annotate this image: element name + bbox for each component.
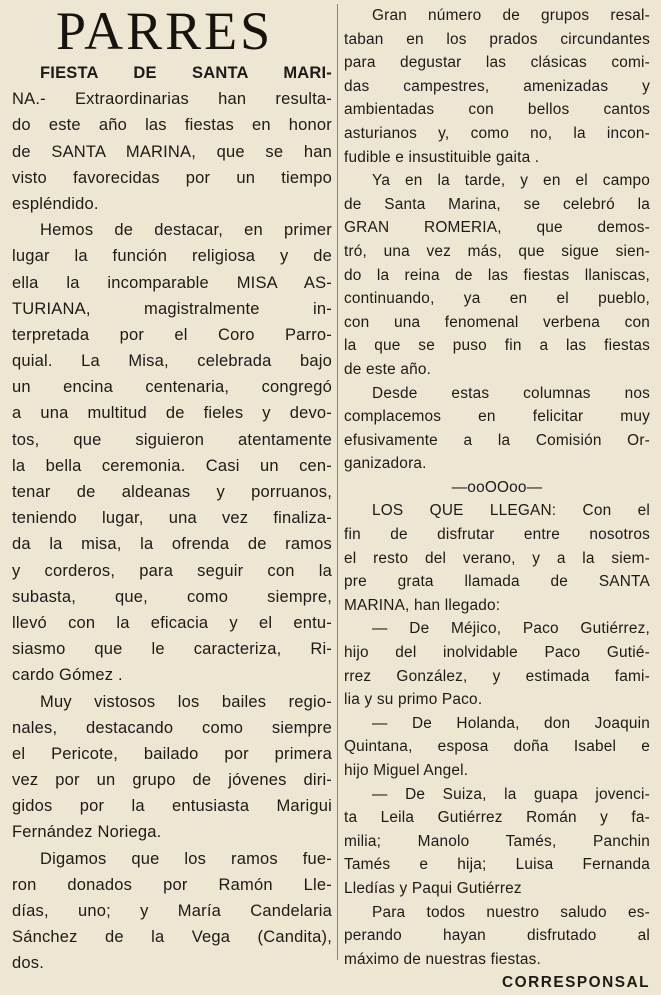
text-line: subasta, que, como siempre,: [12, 587, 332, 606]
text-line: Gran número de grupos resal-: [372, 7, 650, 24]
text-line: FIESTA DE SANTA MARI-: [40, 64, 332, 82]
text-line: un encina centenaria, congregó: [12, 378, 332, 397]
text-line: NA.- Extraordinarias han resulta-: [12, 90, 332, 109]
text-line: tró, una vez más, que sigue sien-: [344, 242, 650, 260]
text-line: continuando, ya en el pueblo,: [344, 290, 650, 308]
text-line: cardo Gómez .: [12, 666, 123, 685]
text-line: milia; Manolo Tamés, Panchin: [344, 832, 650, 850]
right-column: [344, 0, 650, 995]
text-line: de este año.: [344, 360, 432, 378]
text-line: Hemos de destacar, en primer: [40, 221, 332, 240]
text-line: de Santa Marina, se celebró la: [344, 195, 650, 213]
text-line: TURIANA, magistralmente in-: [12, 299, 332, 318]
text-line: quial. La Misa, celebrada bajo: [12, 352, 332, 371]
text-line: hijo del inolvidable Paco Gutié-: [344, 644, 650, 662]
text-line: Digamos que los ramos fue-: [40, 849, 332, 868]
right-column-text: [344, 0, 650, 995]
text-line: pre grata llamada de SANTA: [344, 573, 650, 591]
text-line: gidos por la entusiasta Marigui: [12, 797, 332, 816]
headline: PARRES: [56, 1, 274, 61]
text-line: visto favorecidas por un tiempo: [12, 168, 332, 187]
column-divider: [337, 4, 338, 960]
text-line: ambientadas con bellos cantos: [344, 101, 650, 119]
text-line: de SANTA MARINA, que se han: [12, 142, 332, 161]
text-line: la bella ceremonia. Casi un cen-: [12, 456, 332, 475]
text-line: para degustar las clásicas comi-: [344, 54, 650, 72]
text-line: fin de disfrutar entre nosotros: [344, 526, 650, 544]
text-line: Lledías y Paqui Gutiérrez: [344, 879, 522, 897]
text-line: terpretada por el Coro Parro-: [12, 325, 332, 344]
text-line: el Pericote, bailado por primera: [12, 744, 332, 763]
text-line: dos.: [12, 954, 44, 973]
text-line: días, uno; y María Candelaria: [12, 902, 332, 920]
text-line: siasmo que le caracteriza, Ri-: [12, 640, 332, 659]
text-line: máximo de nuestras fiestas.: [344, 950, 542, 968]
text-line: —ooOOoo—: [451, 478, 543, 496]
text-line: Ya en la tarde, y en el campo: [372, 172, 650, 190]
text-line: da la misa, la ofrenda de ramos: [12, 535, 332, 554]
text-line: nales, destacando como siempre: [12, 718, 332, 737]
text-line: Desde estas columnas nos: [372, 384, 650, 402]
text-line: y corderos, para seguir con la: [12, 561, 332, 580]
text-line: tenar de aldeanas y porruanos,: [12, 483, 332, 501]
text-line: perando hayan disfrutado al: [344, 927, 650, 945]
left-column-text: [12, 60, 332, 977]
text-line: ella la incomparable MISA AS-: [12, 273, 332, 292]
text-line: Quintana, esposa doña Isabel e: [344, 738, 650, 756]
text-line: hijo Miguel Angel.: [344, 762, 469, 779]
text-line: lugar la función religiosa y de: [12, 247, 332, 266]
text-line: LOS QUE LLEGAN: Con el: [372, 502, 650, 520]
text-line: Para todos nuestro saludo es-: [372, 903, 650, 921]
text-line: — De Suiza, la guapa jovenci-: [372, 785, 650, 803]
text-line: lia y su primo Paco.: [344, 691, 483, 709]
text-line: CORRESPONSAL: [502, 974, 650, 992]
text-line: do la reina de las fiestas llaniscas,: [344, 266, 650, 284]
text-line: taban en los prados circundantes: [344, 30, 650, 48]
text-line: Fernández Noriega.: [12, 823, 162, 842]
text-line: GRAN ROMERIA, que demos-: [344, 219, 650, 237]
text-line: ganizadora.: [344, 455, 427, 473]
text-line: — De Méjico, Paco Gutiérrez,: [372, 620, 650, 638]
text-line: das campestres, amenizadas y: [344, 77, 650, 95]
text-line: ron donados por Ramón Lle-: [12, 875, 332, 894]
text-line: el resto del verano, y a la siem-: [344, 549, 650, 567]
text-line: Muy vistosos los bailes regio-: [40, 692, 332, 711]
text-line: do este año las fiestas en honor: [12, 116, 332, 135]
text-line: con una fenomenal verbena con: [344, 313, 650, 331]
text-line: asturianos y, como no, la incon-: [344, 124, 650, 142]
text-line: Tamés e hija; Luisa Fernanda: [344, 856, 650, 874]
text-line: ta Leila Gutiérrez Román y fa-: [344, 809, 650, 827]
text-line: la que se puso fin a las fiestas: [344, 337, 650, 355]
text-line: fudible e insustituible gaita .: [344, 148, 540, 166]
text-line: llevó con la eficacia y el entu-: [12, 613, 332, 632]
text-line: Sánchez de la Vega (Candita),: [12, 928, 332, 947]
text-line: MARINA, han llegado:: [344, 596, 501, 614]
text-line: efusivamente a la Comisión Or-: [344, 431, 650, 449]
text-line: rrez González, y estimada fami-: [344, 667, 650, 685]
text-line: tos, que siguieron atentamente: [12, 430, 332, 449]
left-column: [12, 0, 332, 977]
text-line: — De Holanda, don Joaquin: [372, 714, 650, 732]
text-line: a una multitud de fieles y devo-: [12, 404, 332, 423]
text-line: espléndido.: [12, 194, 99, 213]
text-line: vez por un grupo de jóvenes diri-: [12, 771, 332, 790]
text-line: teniendo lugar, una vez finaliza-: [12, 509, 332, 528]
text-line: complacemos en felicitar muy: [344, 408, 650, 426]
